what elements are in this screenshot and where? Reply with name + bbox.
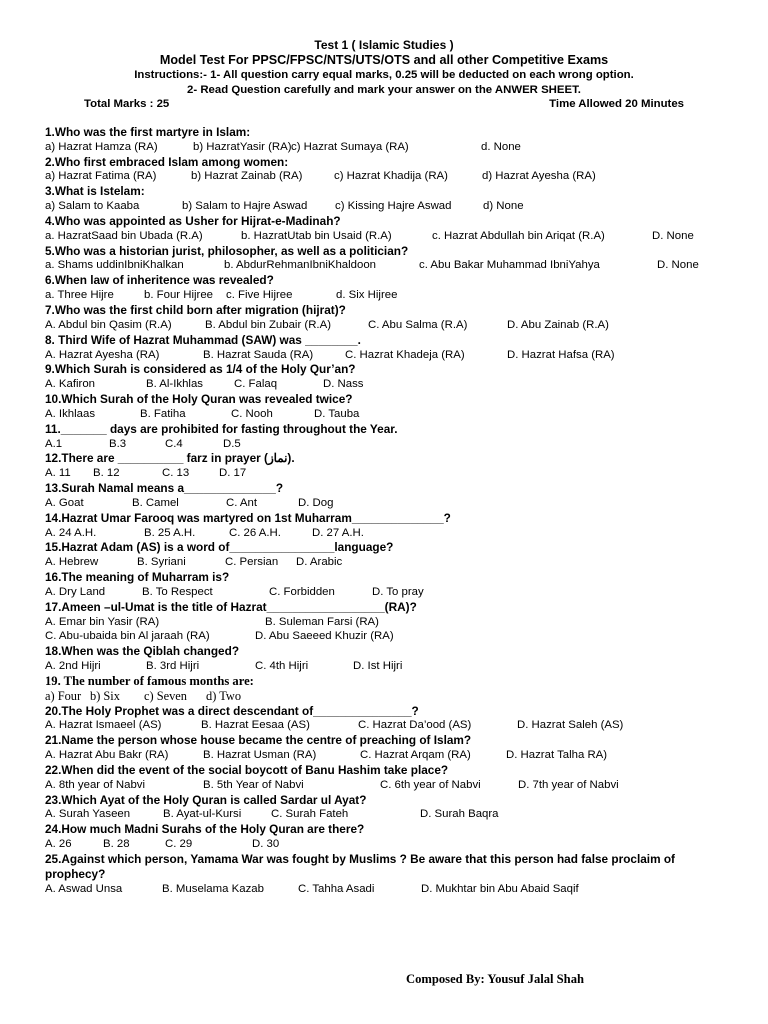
option-a[interactable]: a. Three Hijre [45,289,114,302]
option-c[interactable]: C. Forbidden [269,585,335,598]
question-25 [45,852,765,897]
question-text: 14.Hazrat Umar Farooq was martyred on 1st Muharram______________? [45,510,451,525]
option-c[interactable]: C. Hazrat Arqam (RA) [360,749,471,762]
option-c[interactable]: C. 13 [162,467,190,480]
option-d[interactable]: D. Nass [323,378,364,391]
option-c[interactable]: c) Hazrat Khadija (RA) [334,170,448,183]
option-b[interactable]: B. Ayat-ul-Kursi [163,808,242,821]
option-a[interactable]: A. Kafiron [45,378,96,391]
option-b[interactable]: B. Syriani [137,556,186,569]
options-row [45,348,765,363]
option-a[interactable]: A. Hebrew [45,556,99,569]
question-4 [45,214,765,244]
test-subtitle: Model Test For PPSC/FPSC/NTS/UTS/OTS and all other Competitive Exams [159,53,609,67]
option-c[interactable]: c. Abu Bakar Muhammad IbniYahya [419,259,600,272]
option-c[interactable]: C.4 [165,437,183,450]
option-d[interactable]: D. Hazrat Talha RA) [506,749,608,762]
question-14 [45,511,765,541]
option-d[interactable]: D. To pray [372,585,424,598]
options-row [45,585,765,600]
option-a[interactable]: A. Surah Yaseen [45,808,131,821]
option-d[interactable]: D. 7th year of Nabvi [518,778,619,791]
question-3 [45,184,765,214]
option-a[interactable]: A. Hazrat Ayesha (RA) [45,348,160,361]
option-d[interactable]: D. Abu Saeeed Khuzir (RA) [255,630,394,643]
question-11 [45,422,765,452]
option-a[interactable]: a) Hazrat Fatima (RA) [45,170,157,183]
option-c[interactable]: c) Seven [144,688,188,703]
options-row [45,199,765,214]
options-row [45,140,765,155]
option-b[interactable]: B. Muselama Kazab [162,882,264,895]
option-a[interactable]: A. 24 A.H. [45,526,97,539]
options-row [45,318,765,333]
option-b[interactable]: b) Six [90,688,120,703]
options-row [45,466,765,481]
option-b[interactable]: B. Abdul bin Zubair (R.A) [205,318,331,331]
options-row [45,288,765,303]
question-24 [45,822,765,852]
options-row [45,778,765,793]
option-a[interactable]: A. 2nd Hijri [45,660,101,673]
option-d[interactable]: D. Arabic [296,556,343,569]
options-row [45,629,765,644]
option-a[interactable]: a. Shams uddinIbniKhalkan [45,259,184,272]
time-allowed: Time Allowed 20 Minutes [549,98,684,110]
question-text: 19. The number of famous months are: [45,673,254,688]
options-row [45,407,765,422]
question-1 [45,125,765,155]
option-d[interactable]: D. 30 [252,838,280,851]
question-text: 8. Third Wife of Hazrat Muhammad (SAW) was ________. [45,332,361,347]
option-a[interactable]: A.1 [45,437,63,450]
options-row [45,555,765,570]
question-text: 5.Who was a historian jurist, philosopher, as well as a politician? [45,243,409,258]
question-12 [45,451,765,481]
question-text: 11._______ days are prohibited for fasting throughout the Year. [45,421,398,436]
question-13 [45,481,765,511]
question-text: 9.Which Surah is considered as 1/4 of the Holy Qur’an? [45,362,356,377]
option-c[interactable]: C. Abu-ubaida bin Al jaraah (RA) [45,630,210,643]
question-18 [45,644,765,674]
question-text: 22.When did the event of the social boycott of Banu Hashim take place? [45,762,449,777]
options-row [45,718,765,733]
option-b[interactable]: b) Salam to Hajre Aswad [182,200,308,213]
option-b[interactable]: b. Four Hijree [144,289,214,302]
option-d[interactable]: d. Six Hijree [336,289,398,302]
option-b[interactable]: B. 3rd Hijri [146,660,200,673]
options-row [45,615,765,630]
option-b[interactable]: B. Hazrat Usman (RA) [203,749,317,762]
question-text: 18.When was the Qiblah changed? [45,644,240,659]
option-b[interactable]: B. Fatiha [140,407,186,420]
instructions-line-2: 2- Read Question carefully and mark your answer on the ANWER SHEET. [187,84,581,96]
option-c[interactable]: c) Hazrat Sumaya (RA) [291,140,409,153]
question-23 [45,793,765,823]
option-a[interactable]: A. Ikhlaas [45,407,96,420]
option-d[interactable]: D. Ist Hijri [353,660,403,673]
option-a[interactable]: A. Dry Land [45,585,106,598]
option-a[interactable]: a) Four [45,688,82,703]
option-b[interactable]: B. Camel [132,496,179,509]
options-row [45,659,765,674]
options-row [45,748,765,763]
question-text: 2.Who first embraced Islam among women: [45,154,289,169]
option-c[interactable]: C. 4th Hijri [255,660,309,673]
options-row [45,258,765,273]
option-a[interactable]: A. Abdul bin Qasim (R.A) [45,318,172,331]
question-text: 6.When law of inheritence was revealed? [45,273,274,288]
option-c[interactable]: C. Hazrat Khadeja (RA) [345,348,465,361]
total-marks: Total Marks : 25 [84,98,170,110]
question-text: 17.Ameen –ul-Umat is the title of Hazrat__________________(RA)? [45,599,417,614]
option-c[interactable]: C. Surah Fateh [271,808,349,821]
question-text: 4.Who was appointed as Usher for Hijrat-e-Madinah? [45,214,341,229]
question-19 [45,674,765,704]
option-c[interactable]: C. Ant [226,496,258,509]
option-c[interactable]: c) Kissing Hajre Aswad [335,200,452,213]
option-a[interactable]: A. Goat [45,496,84,509]
question-list [45,125,765,896]
option-b[interactable]: B. 25 A.H. [144,526,196,539]
option-b[interactable]: B. Hazrat Eesaa (AS) [201,719,310,732]
options-row [45,882,765,897]
option-d[interactable]: D. None [657,259,699,272]
option-b[interactable]: B. Hazrat Sauda (RA) [203,348,314,361]
option-c[interactable]: c. Five Hijree [226,289,293,302]
option-d[interactable]: D. 27 A.H. [312,526,364,539]
question-text: 21.Name the person whose house became the centre of preaching of Islam? [45,733,472,748]
option-a[interactable]: A. 11 [45,467,71,480]
option-b[interactable]: b) HazratYasir (RA) [193,140,292,153]
option-c[interactable]: C. Tahha Asadi [298,882,375,895]
option-b[interactable]: b. AbdurRehmanIbniKhaldoon [224,259,376,272]
option-d[interactable]: D. Surah Baqra [420,808,499,821]
option-c[interactable]: C. Hazrat Da’ood (AS) [358,719,472,732]
question-text: 24.How much Madni Surahs of the Holy Quran are there? [45,822,365,837]
instructions-line-1: Instructions:- 1- All question carry equal marks, 0.25 will be deducted on each wrong option. [134,69,634,81]
option-b[interactable]: b. HazratUtab bin Usaid (R.A) [241,229,392,242]
option-d[interactable]: D. Abu Zainab (R.A) [507,318,609,331]
option-d[interactable]: d. None [481,140,521,153]
option-d[interactable]: d) None [483,200,524,213]
options-row [45,689,765,704]
question-8 [45,333,765,363]
option-a[interactable]: a. HazratSaad bin Ubada (R.A) [45,229,203,242]
question-text: 13.Surah Namal means a______________? [45,481,284,496]
option-a[interactable]: A. Aswad Unsa [45,882,123,895]
question-text: 23.Which Ayat of the Holy Quran is called Sardar ul Ayat? [45,792,367,807]
question-20 [45,704,765,734]
option-d[interactable]: d) Two [206,688,242,703]
question-text: 25.Against which person, Yamama War was fought by Muslims ? Be aware that this person had false proclaim of prophecy? [45,851,675,881]
option-d[interactable]: D. None [652,229,694,242]
question-text: 20.The Holy Prophet was a direct descendant of_______________? [45,703,419,718]
question-text: 1.Who was the first martyre in Islam: [45,125,251,139]
options-row [45,807,765,822]
option-d[interactable]: D. 17 [219,467,247,480]
option-b[interactable]: B. 5th Year of Nabvi [203,778,304,791]
question-9 [45,362,765,392]
question-6 [45,273,765,303]
question-22 [45,763,765,793]
option-a[interactable]: a) Hazrat Hamza (RA) [45,140,158,153]
option-c[interactable]: C. 29 [165,838,193,851]
option-b[interactable]: B. Suleman Farsi (RA) [265,615,379,628]
question-text: 7.Who was the first child born after migration (hijrat)? [45,303,346,318]
options-row [45,377,765,392]
question-10 [45,392,765,422]
option-a[interactable]: A. Hazrat Ismaeel (AS) [45,719,162,732]
question-text: 10.Which Surah of the Holy Quran was revealed twice? [45,392,353,407]
option-c[interactable]: C. 6th year of Nabvi [380,778,481,791]
question-5 [45,244,765,274]
option-b[interactable]: B. 12 [93,467,120,480]
option-d[interactable]: D. Hazrat Hafsa (RA) [507,348,615,361]
option-a[interactable]: A. Emar bin Yasir (RA) [45,615,160,628]
composed-by: Composed By: Yousuf Jalal Shah [406,972,584,986]
question-text: 16.The meaning of Muharram is? [45,570,230,585]
options-row [45,169,765,184]
option-c[interactable]: C. Persian [225,556,279,569]
question-15 [45,540,765,570]
option-d[interactable]: d) Hazrat Ayesha (RA) [482,170,596,183]
options-row [45,496,765,511]
option-c[interactable]: C. Falaq [234,378,278,391]
options-row [45,837,765,852]
question-2 [45,155,765,185]
option-c[interactable]: C. 26 A.H. [229,526,281,539]
question-text: 12.There are __________ farz in prayer (نماز). [45,451,295,466]
question-17 [45,600,765,645]
option-b[interactable]: B. Al-Ikhlas [146,378,203,391]
option-d[interactable]: D. Mukhtar bin Abu Abaid Saqif [421,882,579,895]
option-a[interactable]: a) Salam to Kaaba [45,200,140,213]
options-row [45,437,765,452]
option-d[interactable]: D. Hazrat Saleh (AS) [517,719,624,732]
options-row [45,229,765,244]
option-a[interactable]: A. 26 [45,838,72,851]
question-text: 3.What is Istelam: [45,184,145,199]
question-21 [45,733,765,763]
option-d[interactable]: D. Tauba [314,407,360,420]
option-b[interactable]: B.3 [109,437,127,450]
option-a[interactable]: A. 8th year of Nabvi [45,778,146,791]
test-title: Test 1 ( Islamic Studies ) [314,38,454,52]
option-c[interactable]: C. Nooh [231,407,273,420]
question-text: 15.Hazrat Adam (AS) is a word of________________language? [45,540,394,555]
option-c[interactable]: C. Abu Salma (R.A) [368,318,468,331]
option-b[interactable]: b) Hazrat Zainab (RA) [191,170,303,183]
option-b[interactable]: B. To Respect [142,585,213,598]
option-c[interactable]: c. Hazrat Abdullah bin Ariqat (R.A) [432,229,605,242]
question-7 [45,303,765,333]
options-row [45,526,765,541]
option-d[interactable]: D. Dog [298,496,334,509]
option-a[interactable]: A. Hazrat Abu Bakr (RA) [45,749,169,762]
option-b[interactable]: B. 28 [103,838,130,851]
option-d[interactable]: D.5 [223,437,241,450]
question-16 [45,570,765,600]
